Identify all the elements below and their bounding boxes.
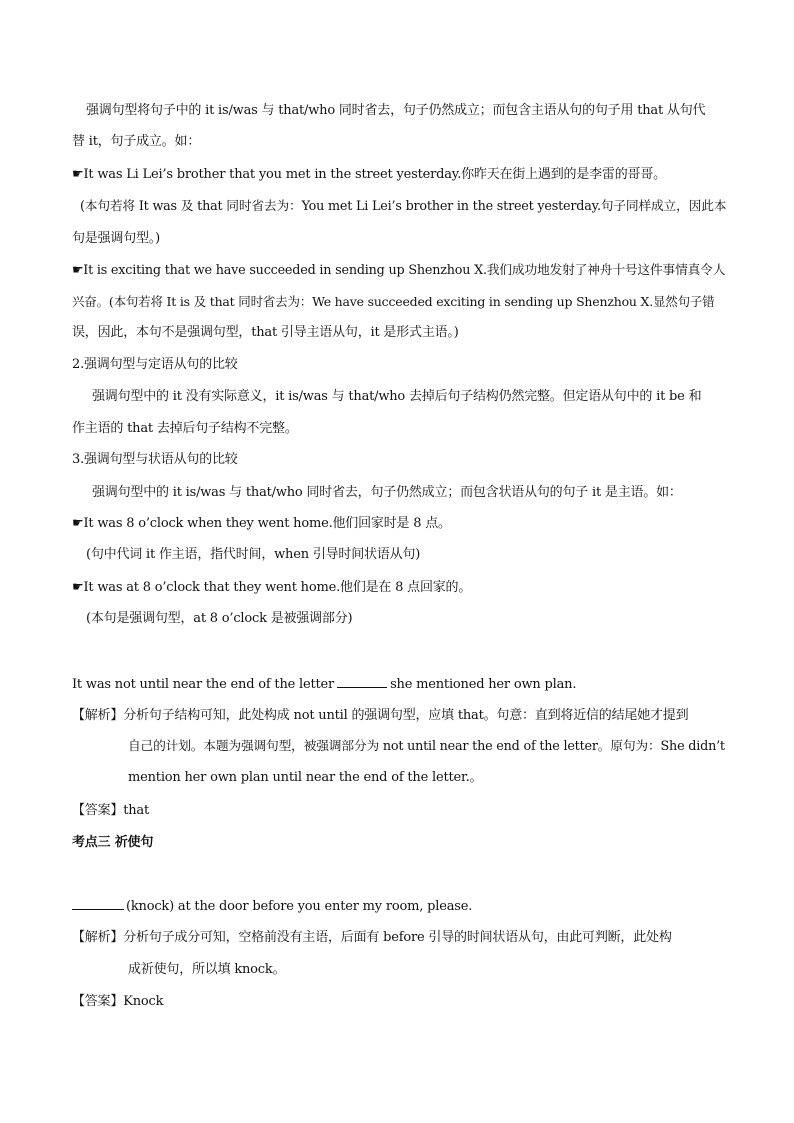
analysis-text: 分析句子结构可知，此处构成 not until 的强调句型，应填 that。句意：直到将近信的结尾她才提到 [123, 708, 689, 723]
section-heading: 2.强调句型与定语从句的比较 [72, 357, 238, 372]
question-text: she mentioned her own plan. [390, 677, 577, 692]
example-sentence: ☛It is exciting that we have succeeded in sending up Shenzhou X.我们成功地发射了神舟十号这件事情真令人 [72, 263, 726, 278]
analysis-text: 自己的计划。本题为强调句型，被强调部分为 not until near the end of the letter。原句为：She didn’t [128, 739, 725, 754]
example-note: 误，因此，本句不是强调句型，that 引导主语从句，it 是形式主语。) [72, 325, 459, 340]
answer-row [72, 802, 724, 820]
analysis-row [72, 707, 724, 725]
paragraph-text: 强调句型中的 it is/was 与 that/who 同时省去，句子仍然成立；而包含状语从句的句子 it 是主语。如： [92, 485, 682, 500]
paragraph-text: 作主语的 that 去掉后句子结构不完整。 [72, 421, 298, 436]
paragraph-text: 替 it，句子成立。如： [72, 134, 201, 149]
section-heading: 考点三 祈使句 [72, 835, 154, 850]
analysis-row [72, 929, 724, 947]
answer-text: Knock [123, 994, 164, 1009]
section-heading: 3.强调句型与状语从句的比较 [72, 452, 238, 467]
example-note: (本句若将 It was 及 that 同时省去为：You met Li Lei’s brother in the street yesterday.句子同样成立，因此本 [80, 199, 727, 214]
answer-label: 【答案】 [72, 994, 124, 1009]
question-text: It was not until near the end of the letter [72, 677, 335, 692]
analysis-text: 分析句子成分可知，空格前没有主语，后面有 before 引导的时间状语从句，由此可判断，此处构 [123, 930, 672, 945]
paragraph-text: 强调句型中的 it 没有实际意义，it is/was 与 that/who 去掉后句子结构仍然完整。但定语从句中的 it be 和 [92, 389, 702, 404]
question-2 [72, 897, 724, 916]
analysis-text: 成祈使句，所以填 knock。 [128, 962, 286, 977]
answer-blank [337, 675, 387, 688]
example-sentence: ☛It was at 8 o’clock that they went home.他们是在 8 点回家的。 [72, 580, 472, 595]
analysis-label: 【解析】 [72, 930, 124, 945]
example-note: (本句是强调句型，at 8 o’clock 是被强调部分) [86, 611, 353, 626]
paragraph-text: 强调句型将句子中的 it is/was 与 that/who 同时省去，句子仍然成立；而包含主语从句的句子用 that 从句代 [86, 103, 706, 118]
answer-blank [72, 897, 124, 910]
question-text: (knock) at the door before you enter my room, please. [126, 899, 473, 914]
question-1 [72, 675, 724, 694]
answer-text: that [123, 803, 149, 818]
example-note: 句是强调句型。) [72, 231, 160, 246]
example-note: 兴奋。(本句若将 It is 及 that 同时省去为：We have succeeded exciting in sending up Shenzhou X.显然句子错 [72, 294, 715, 309]
example-sentence: ☛It was 8 o’clock when they went home.他们回家时是 8 点。 [72, 516, 451, 531]
example-sentence: ☛It was Li Lei’s brother that you met in the street yesterday.你昨天在街上遇到的是李雷的哥哥。 [72, 167, 666, 182]
example-note: (句中代词 it 作主语，指代时间，when 引导时间状语从句) [86, 547, 421, 562]
answer-row [72, 993, 724, 1011]
analysis-label: 【解析】 [72, 708, 124, 723]
analysis-text: mention her own plan until near the end of the letter.。 [128, 770, 483, 785]
answer-label: 【答案】 [72, 803, 124, 818]
